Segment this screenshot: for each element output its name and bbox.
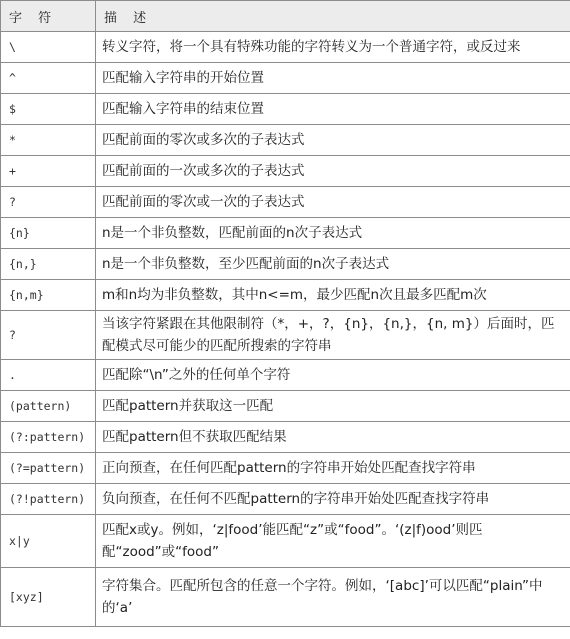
row-char: (?=pattern)	[1, 453, 96, 484]
row-description: m和n均为非负整数，其中n<=m，最少匹配n次且最多匹配m次	[96, 280, 570, 311]
row-char: (pattern)	[1, 391, 96, 422]
table-row	[1, 156, 570, 187]
table-row	[1, 568, 570, 627]
row-char: \	[1, 32, 96, 63]
row-description: 匹配前面的一次或多次的子表达式	[96, 156, 570, 187]
table-row	[1, 94, 570, 125]
row-char: [xyz]	[1, 568, 96, 627]
row-char: *	[1, 125, 96, 156]
row-description: 匹配pattern并获取这一匹配	[96, 391, 570, 422]
row-description: n是一个非负整数，匹配前面的n次子表达式	[96, 218, 570, 249]
row-char: ?	[1, 187, 96, 218]
table-row	[1, 63, 570, 94]
row-char: x|y	[1, 515, 96, 568]
row-description: 匹配pattern但不获取匹配结果	[96, 422, 570, 453]
table-row	[1, 422, 570, 453]
row-description: 负向预查，在任何不匹配pattern的字符串开始处匹配查找字符串	[96, 484, 570, 515]
row-char: ^	[1, 63, 96, 94]
table-row	[1, 311, 570, 360]
header-char: 字 符	[1, 1, 96, 32]
row-description: 当该字符紧跟在其他限制符（*，+，?，{n}，{n,}，{n, m}）后面时，匹配模式尽可能少的匹配所搜索的字符串	[96, 311, 570, 360]
row-description: 匹配前面的零次或一次的子表达式	[96, 187, 570, 218]
table-header-row	[1, 1, 570, 32]
row-description: n是一个非负整数，至少匹配前面的n次子表达式	[96, 249, 570, 280]
row-description: 匹配输入字符串的结束位置	[96, 94, 570, 125]
header-description: 描 述	[96, 1, 570, 32]
row-char: (?:pattern)	[1, 422, 96, 453]
row-description: 匹配输入字符串的开始位置	[96, 63, 570, 94]
table-row	[1, 453, 570, 484]
table-row	[1, 32, 570, 63]
row-char: ?	[1, 311, 96, 360]
table-row	[1, 125, 570, 156]
table-row	[1, 218, 570, 249]
row-description: 正向预查，在任何匹配pattern的字符串开始处匹配查找字符串	[96, 453, 570, 484]
row-char: {n,m}	[1, 280, 96, 311]
row-char: {n}	[1, 218, 96, 249]
table-row	[1, 249, 570, 280]
table-row	[1, 187, 570, 218]
row-char: .	[1, 360, 96, 391]
row-char: {n,}	[1, 249, 96, 280]
table-row	[1, 280, 570, 311]
table-row	[1, 391, 570, 422]
row-char: +	[1, 156, 96, 187]
table-row	[1, 360, 570, 391]
table-row	[1, 484, 570, 515]
row-description: 转义字符，将一个具有特殊功能的字符转义为一个普通字符，或反过来	[96, 32, 570, 63]
row-description: 匹配前面的零次或多次的子表达式	[96, 125, 570, 156]
row-char: (?!pattern)	[1, 484, 96, 515]
row-description: 匹配x或y。例如，‘z|food’能匹配“z”或“food”。‘(z|f)ood’则匹配“zood”或“food”	[96, 515, 570, 568]
row-description: 字符集合。匹配所包含的任意一个字符。例如，‘[abc]’可以匹配“plain”中的‘a’	[96, 568, 570, 627]
table-row	[1, 515, 570, 568]
row-description: 匹配除“\n”之外的任何单个字符	[96, 360, 570, 391]
row-char: $	[1, 94, 96, 125]
